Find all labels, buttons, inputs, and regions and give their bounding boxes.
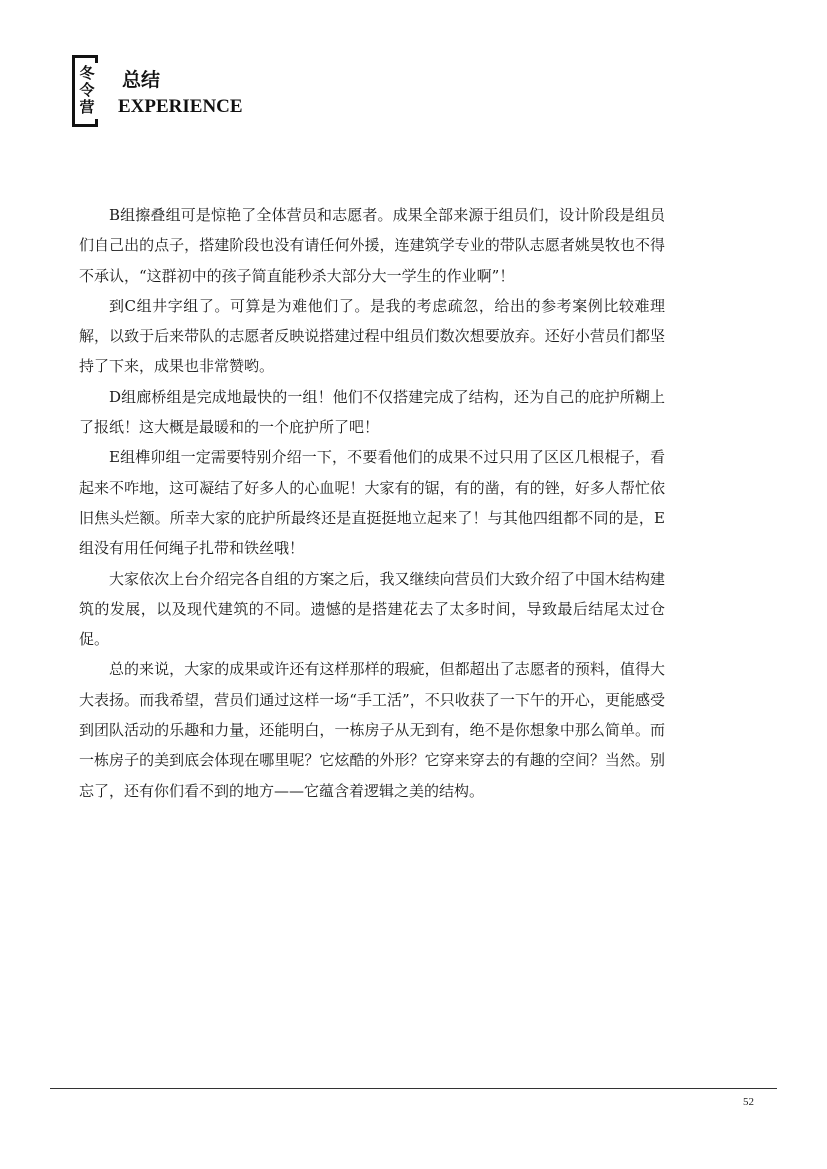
paragraph: D组廊桥组是完成地最快的一组！他们不仅搭建完成了结构，还为自己的庇护所糊上了报纸！这大概是最暖和的一个庇护所了吧！ <box>79 387 665 437</box>
page-header <box>72 55 272 130</box>
paragraph: E组榫卯组一定需要特别介绍一下，不要看他们的成果不过只用了区区几根棍子，看起来不咋地，这可凝结了好多人的心血呢！大家有的锯，有的凿，有的锉，好多人帮忙依旧焦头烂额。所幸大家的庇护所最终还是直挺挺地立起来了！与其他四组都不同的是，E组没有用任何绳子扎带和铁丝哦！ <box>79 448 665 558</box>
page-number: 52 <box>743 1096 754 1108</box>
section-title-chinese: 总结 <box>122 69 161 91</box>
vertical-char: 营 <box>79 98 95 116</box>
header-bracket-decoration <box>72 55 98 127</box>
footer-divider <box>50 1088 777 1089</box>
paragraph: 大家依次上台介绍完各自组的方案之后，我又继续向营员们大致介绍了中国木结构建筑的发展，以及现代建筑的不同。遗憾的是搭建花去了太多时间，导致最后结尾太过仓促。 <box>79 569 665 649</box>
paragraph: B组擦叠组可是惊艳了全体营员和志愿者。成果全部来源于组员们，设计阶段是组员们自己出的点子，搭建阶段也没有请任何外援，连建筑学专业的带队志愿者姚昊牧也不得不承认，“这群初中的孩子简直能秒杀大部分大一学生的作业啊”！ <box>79 206 665 285</box>
paragraph: 总的来说，大家的成果或许还有这样那样的瑕疵，但都超出了志愿者的预料，值得大大表扬。而我希望，营员们通过这样一场“手工活”，不只收获了一下午的开心，更能感受到团队活动的乐趣和力量，还能明白，一栋房子从无到有，绝不是你想象中那么简单。而一栋房子的美到底会体现在哪里呢？它炫酷的外形？它穿来穿去的有趣的空间？当然。别忘了，还有你们看不到的地方——它蕴含着逻辑之美的结构。 <box>79 660 665 800</box>
paragraph: 到C组井字组了。可算是为难他们了。是我的考虑疏忽，给出的参考案例比较难理解，以致于后来带队的志愿者反映说搭建过程中组员们数次想要放弃。还好小营员们都坚持了下来，成果也非常赞哟。 <box>79 296 665 376</box>
section-title-english: EXPERIENCE <box>118 96 243 117</box>
winter-camp-vertical-label <box>79 65 95 116</box>
article-body <box>79 200 665 806</box>
vertical-char: 冬 <box>79 64 95 82</box>
vertical-char: 令 <box>79 81 95 99</box>
